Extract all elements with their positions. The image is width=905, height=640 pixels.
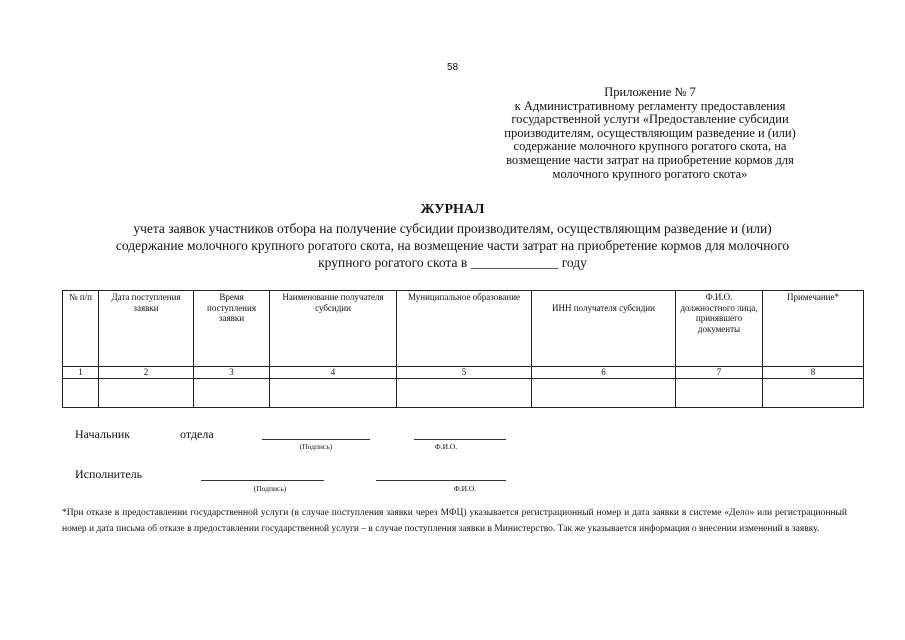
- journal-subtitle-line: содержание молочного крупного рогатого скота, на возмещение части затрат на приобретение кормов для молочного: [115, 238, 790, 253]
- journal-subtitle: [55, 220, 850, 271]
- appendix-line: молочного крупного рогатого скота»: [552, 166, 748, 181]
- column-header: № п/п: [63, 291, 99, 367]
- head-label: Начальник: [75, 427, 131, 441]
- appendix-line: Приложение № 7: [604, 85, 696, 99]
- empty-cell: [763, 379, 864, 408]
- executor-signature-caption: (Подпись): [253, 484, 287, 493]
- column-header: Дата поступления заявки: [99, 291, 194, 367]
- column-number: 2: [99, 367, 194, 379]
- column-header: Наименование получателя субсидии: [270, 291, 397, 367]
- column-header: Ф.И.О. должностного лица, принявшего документы: [676, 291, 763, 367]
- appendix-line: производителям, осуществляющим разведение и (или): [504, 125, 796, 140]
- head-signature-caption: (Подпись): [299, 442, 333, 451]
- head-name-caption: Ф.И.О.: [434, 442, 458, 451]
- executor-name-caption: Ф.И.О.: [453, 484, 477, 493]
- register-table: [62, 290, 864, 408]
- column-number: 7: [676, 367, 763, 379]
- column-number: 8: [763, 367, 864, 379]
- appendix-header: [450, 86, 850, 181]
- executor-signature-line: [201, 480, 324, 481]
- column-header: Муниципальное образование: [397, 291, 532, 367]
- table-header-row: [63, 291, 864, 367]
- executor-label: Исполнитель: [75, 467, 143, 481]
- journal-title: ЖУРНАЛ: [420, 202, 485, 217]
- executor-name-line: [376, 480, 506, 481]
- head-name-line: [414, 439, 506, 440]
- journal-subtitle-line: учета заявок участников отбора на получение субсидии производителям, осуществляющим разведение и (или): [133, 221, 772, 236]
- empty-cell: [194, 379, 270, 408]
- column-header: ИНН получателя субсидии: [532, 291, 676, 367]
- empty-cell: [270, 379, 397, 408]
- empty-cell: [63, 379, 99, 408]
- appendix-line: возмещение части затрат на приобретение кормов для: [506, 152, 794, 167]
- column-number: 5: [397, 367, 532, 379]
- column-header: Время поступления заявки: [194, 291, 270, 367]
- column-number: 3: [194, 367, 270, 379]
- column-number-row: [63, 367, 864, 379]
- empty-cell: [676, 379, 763, 408]
- empty-entry-row: [63, 379, 864, 408]
- page-number: 58: [446, 62, 459, 73]
- column-number: 6: [532, 367, 676, 379]
- column-number: 1: [63, 367, 99, 379]
- empty-cell: [397, 379, 532, 408]
- department-label: отдела: [180, 427, 214, 441]
- appendix-line: к Административному регламенту предоставления: [514, 98, 786, 113]
- head-signature-line: [262, 439, 370, 440]
- appendix-line: содержание молочного крупного рогатого скота, на: [513, 139, 787, 154]
- empty-cell: [532, 379, 676, 408]
- journal-subtitle-line: крупного рогатого скота в _____________ году: [318, 255, 587, 270]
- appendix-line: государственной услуги «Предоставление субсидии: [511, 112, 789, 127]
- empty-cell: [99, 379, 194, 408]
- column-header: Примечание*: [763, 291, 864, 367]
- column-number: 4: [270, 367, 397, 379]
- footnote: *При отказе в предоставлении государственной услуги (в случае поступления заявки через МФЦ) указывается регистрационный номер и дата заявки в системе «Дело» или регистрационный номер и дата письма об отказе в предоставлении государственной услуги – в случае поступления заявки в Министерство. Так же указывается информация о внесении изменений в заявку.: [62, 508, 847, 534]
